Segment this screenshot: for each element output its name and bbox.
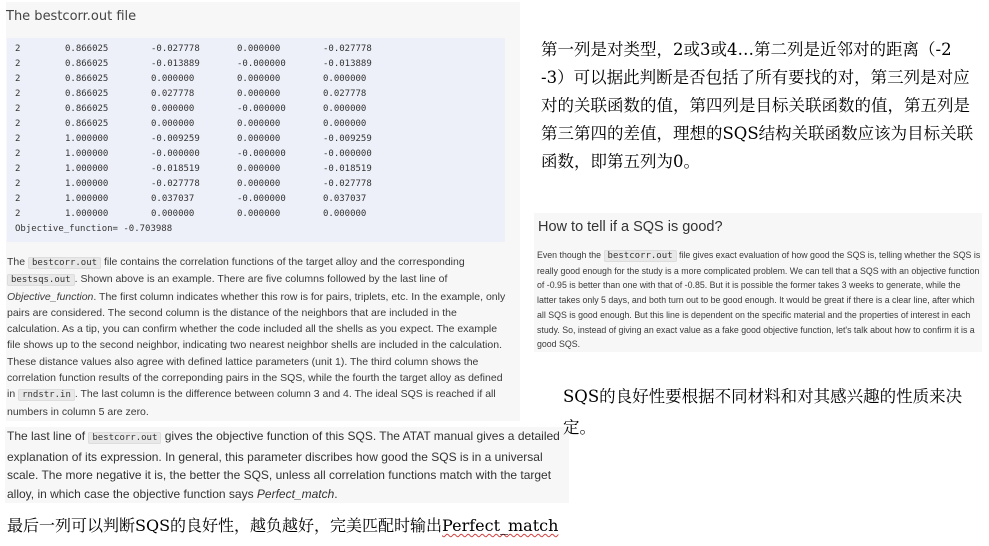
code-cell: 0.000000 (151, 74, 195, 84)
text-fragment: . The first column indicates whether this row is for pairs, triplets, etc. In the example, only pairs are considered. The second column is the distance of the neighbors that are included in the calculation. As a tip, you can confirm whether the code included all the shells as you expect. The example file shows up to the second neighbor, indicating two nearest neighbor shells are included in the calculation. These distance values also agree with defined lattice parameters (unit 1). The third column shows the correlation function results of the correponding pairs in the SQS, while the fourth the target alloy as defined in (7, 290, 506, 401)
code-cell: -0.000000 (151, 149, 200, 159)
code-cell: 0.000000 (323, 104, 367, 114)
text-fragment: The last line of (7, 429, 89, 443)
code-cell: 2 (15, 134, 21, 144)
text-fragment: . Shown above is an example. There are five columns followed by the last line of (74, 273, 448, 286)
code-cell: 0.866025 (65, 89, 109, 99)
code-cell: 1.000000 (65, 179, 109, 189)
emphasis-perfect-match: Perfect_match (256, 486, 335, 501)
chinese-note-last-column (7, 513, 558, 536)
code-cell: 0.866025 (65, 59, 109, 69)
code-cell: -0.013889 (151, 59, 200, 69)
code-cell: 2 (15, 149, 21, 159)
code-cell: 0.037037 (151, 194, 195, 204)
code-cell: 2 (15, 59, 21, 69)
code-cell: 2 (15, 89, 21, 99)
code-cell: 2 (15, 209, 21, 219)
code-cell: 1.000000 (65, 164, 109, 174)
code-cell: -0.000000 (237, 149, 286, 159)
code-cell: -0.013889 (323, 59, 372, 69)
code-cell: -0.018519 (323, 164, 372, 174)
chinese-note-quality: SQS的良好性要根据不同材料和对其感兴趣的性质来决定。 (563, 387, 963, 437)
code-cell: -0.009259 (151, 134, 200, 144)
text-fragment: file contains the correlation functions of the target alloy and the corresponding (101, 256, 465, 268)
text-fragment: Even though the (537, 250, 604, 260)
code-cell: 0.000000 (151, 209, 195, 219)
code-cell: 0.000000 (323, 119, 367, 129)
inline-code-bestcorr: bestcorr.out (604, 250, 677, 262)
code-cell: 1.000000 (65, 209, 109, 219)
code-cell: 0.000000 (237, 164, 281, 174)
code-cell: -0.027778 (151, 44, 200, 54)
inline-code-rndstr: rndstr.in (18, 389, 75, 401)
code-cell: 1.000000 (65, 149, 109, 159)
code-cell: 0.000000 (323, 209, 367, 219)
sqs-quality-paragraph (537, 248, 981, 352)
text-fragment: file gives exact evaluation of how good the SQS is, telling whether the SQS is really good enough for the study is a more complicated problem. We can tell that a SQS with an objective function of -0.95 is better than one with that of -0.85. But it is possible the former takes 3 weeks to generate, while the latter takes only 5 days, and both turn out to be good enough. It would be great if there is a clear line, after which all SQS is good enough. But this line is dependent on the specific material and the properties of interest in each study. So, instead of giving an exact value as a fake good objective function, let's talk about how to confirm it is a good SQS. (537, 250, 981, 350)
code-cell: 2 (15, 104, 21, 114)
text-fragment: . The last column is the difference between column 3 and 4. The ideal SQS is reached if all numbers in column 5 are zero. (7, 388, 496, 418)
code-block (7, 38, 505, 242)
code-cell: 2 (15, 194, 21, 204)
inline-code-bestcorr: bestcorr.out (28, 257, 101, 269)
text-fragment: 最后一列可以判断SQS的良好性，越负越好，完美匹配时输出 (7, 516, 443, 535)
emphasis-objective-function: Objective_function (7, 290, 94, 303)
bestcorr-description-paragraph (7, 254, 512, 420)
code-cell: 2 (15, 164, 21, 174)
text-fragment: The (7, 256, 29, 268)
code-cell: 0.866025 (65, 119, 109, 129)
code-cell: 2 (15, 119, 21, 129)
objective-function-line: Objective_function= -0.703988 (15, 224, 173, 234)
code-cell: 0.000000 (237, 89, 281, 99)
code-cell: -0.027778 (323, 179, 372, 189)
code-cell: 2 (15, 179, 21, 189)
code-cell: 0.866025 (65, 44, 109, 54)
code-cell: 0.000000 (237, 74, 281, 84)
code-cell: 0.027778 (323, 89, 367, 99)
code-cell: 1.000000 (65, 134, 109, 144)
code-cell: 0.000000 (237, 179, 281, 189)
code-cell: 0.037037 (323, 194, 367, 204)
code-cell: 0.000000 (323, 74, 367, 84)
code-cell: -0.000000 (237, 59, 286, 69)
code-cell: -0.018519 (151, 164, 200, 174)
code-cell: 0.000000 (237, 119, 281, 129)
code-cell: 0.000000 (237, 209, 281, 219)
text-fragment: gives the objective function of this SQS. The ATAT manual gives a detailed explanation of its expression. In general, this parameter discribes how good the SQS is in a universal scale. The more negative it is, the better the SQS, unless all correlation functions match with the target alloy, in which case the objective function says (7, 429, 560, 501)
code-cell: 0.866025 (65, 104, 109, 114)
chinese-note-columns: 第一列是对类型，2或3或4…第二列是近邻对的距离（-2 -3）可以据此判断是否包括了所有要找的对，第三列是对应对的关联函数的值，第四列是目标关联函数的值，第五列是第三第四的差值，理想的SQS结构关联函数应该为目标关联函数，即第五列为0。 (541, 40, 974, 171)
code-cell: 0.000000 (151, 104, 195, 114)
code-cell: 2 (15, 44, 21, 54)
sqs-quality-heading: How to tell if a SQS is good? (538, 219, 723, 235)
code-cell: -0.009259 (323, 134, 372, 144)
code-cell: -0.000000 (237, 104, 286, 114)
code-cell: 1.000000 (65, 194, 109, 204)
inline-code-bestsqs: bestsqs.out (7, 274, 75, 286)
code-cell: -0.000000 (237, 194, 286, 204)
code-cell: 0.000000 (237, 44, 281, 54)
code-cell: 0.000000 (151, 119, 195, 129)
inline-code-bestcorr: bestcorr.out (88, 432, 161, 444)
code-cell: 0.027778 (151, 89, 195, 99)
code-cell: 0.866025 (65, 74, 109, 84)
perfect-match-term: Perfect_match (442, 516, 559, 535)
code-cell: 2 (15, 74, 21, 84)
code-cell: 0.000000 (237, 134, 281, 144)
code-cell: -0.000000 (323, 149, 372, 159)
code-cell: -0.027778 (323, 44, 372, 54)
code-cell: -0.027778 (151, 179, 200, 189)
text-fragment: . (334, 486, 338, 501)
objective-function-paragraph (5, 427, 569, 503)
section-title: The bestcorr.out file (6, 9, 137, 24)
